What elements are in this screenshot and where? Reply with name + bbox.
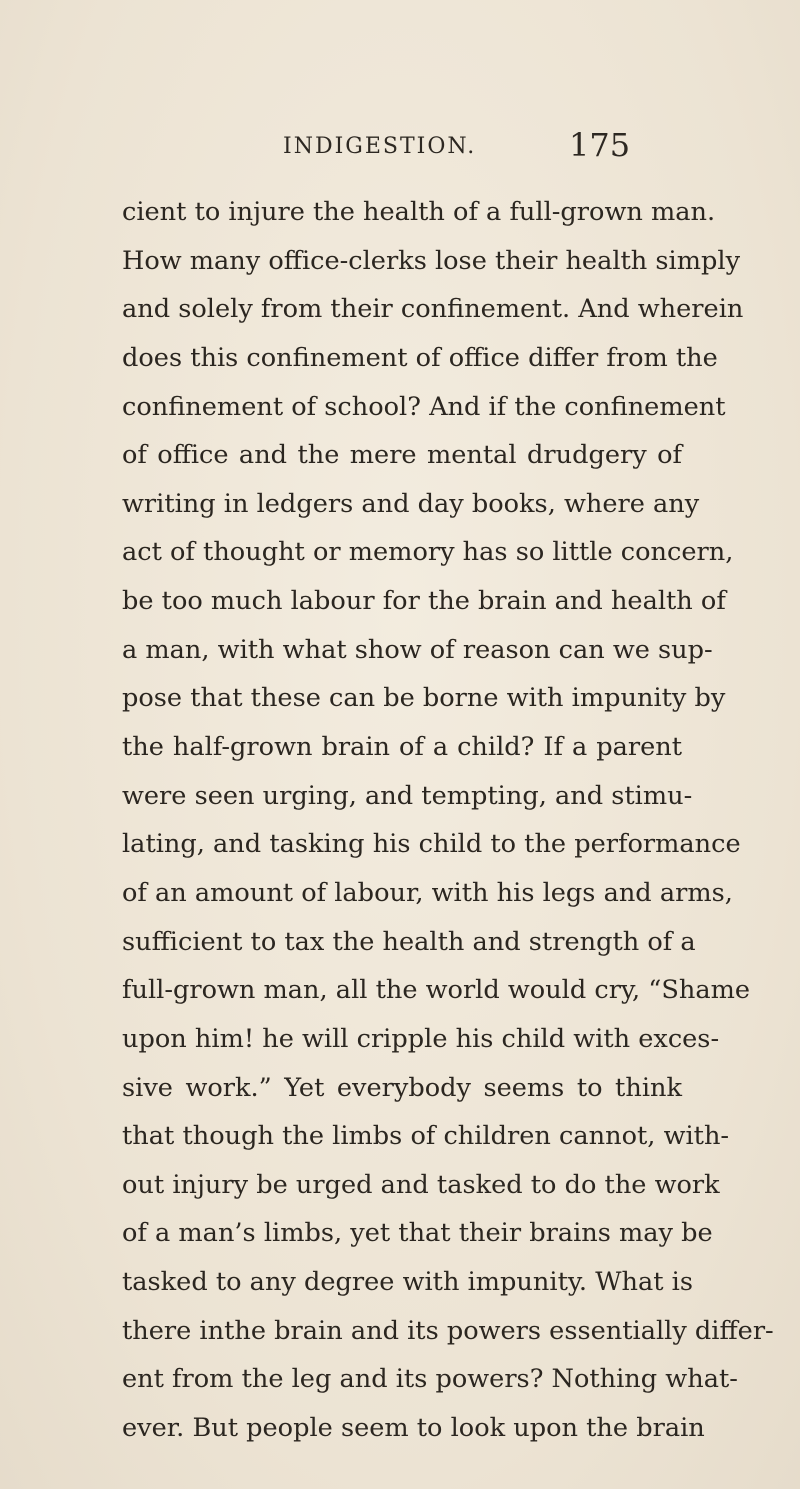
running-head-title: INDIGESTION. [283,134,477,159]
text-line: tasked to any degree with impunity. What is [122,1267,693,1298]
text-line: there inthe brain and its powers essentially differ- [122,1315,774,1346]
text-line: a man, with what show of reason can we sup- [122,634,713,665]
text-line: act of thought or memory has so little concern, [122,537,734,568]
text-line: sive work.” Yet everybody seems to think [122,1072,682,1103]
text-line: out injury be urged and tasked to do the work [122,1169,720,1200]
text-line: does this confinement of office differ from the [122,342,718,373]
text-line: upon him! he will cripple his child with exces- [122,1023,720,1054]
text-line: the half-grown brain of a child? If a parent [122,732,682,763]
text-line: ent from the leg and its powers? Nothing what- [122,1364,738,1395]
text-line: full-grown man, all the world would cry, “Shame [122,975,751,1006]
text-line: sufficient to tax the health and strength of a [122,926,696,957]
text-line: of a man’s limbs, yet that their brains may be [122,1218,713,1249]
body-text [122,188,774,1453]
text-line: were seen urging, and tempting, and stimu- [122,780,693,811]
text-line: cient to injure the health of a full-grown man. [122,197,716,227]
text-line: How many office-clerks lose their health simply [122,245,741,276]
page-number: 175 [569,126,631,164]
text-line: pose that these can be borne with impunity by [122,683,726,714]
text-line: of office and the mere mental drudgery of [122,440,682,471]
running-head [0,128,800,176]
text-line: and solely from their confinement. And wherein [122,294,744,325]
text-line: writing in ledgers and day books, where any [122,488,700,519]
text-line: be too much labour for the brain and health of [122,586,726,617]
text-line: of an amount of labour, with his legs and arms, [122,877,733,908]
text-line: confinement of school? And if the confinement [122,391,726,422]
text-line: that though the limbs of children cannot, with- [122,1121,730,1152]
text-line: ever. But people seem to look upon the brain [122,1413,705,1444]
text-line: lating, and tasking his child to the performance [122,829,741,860]
